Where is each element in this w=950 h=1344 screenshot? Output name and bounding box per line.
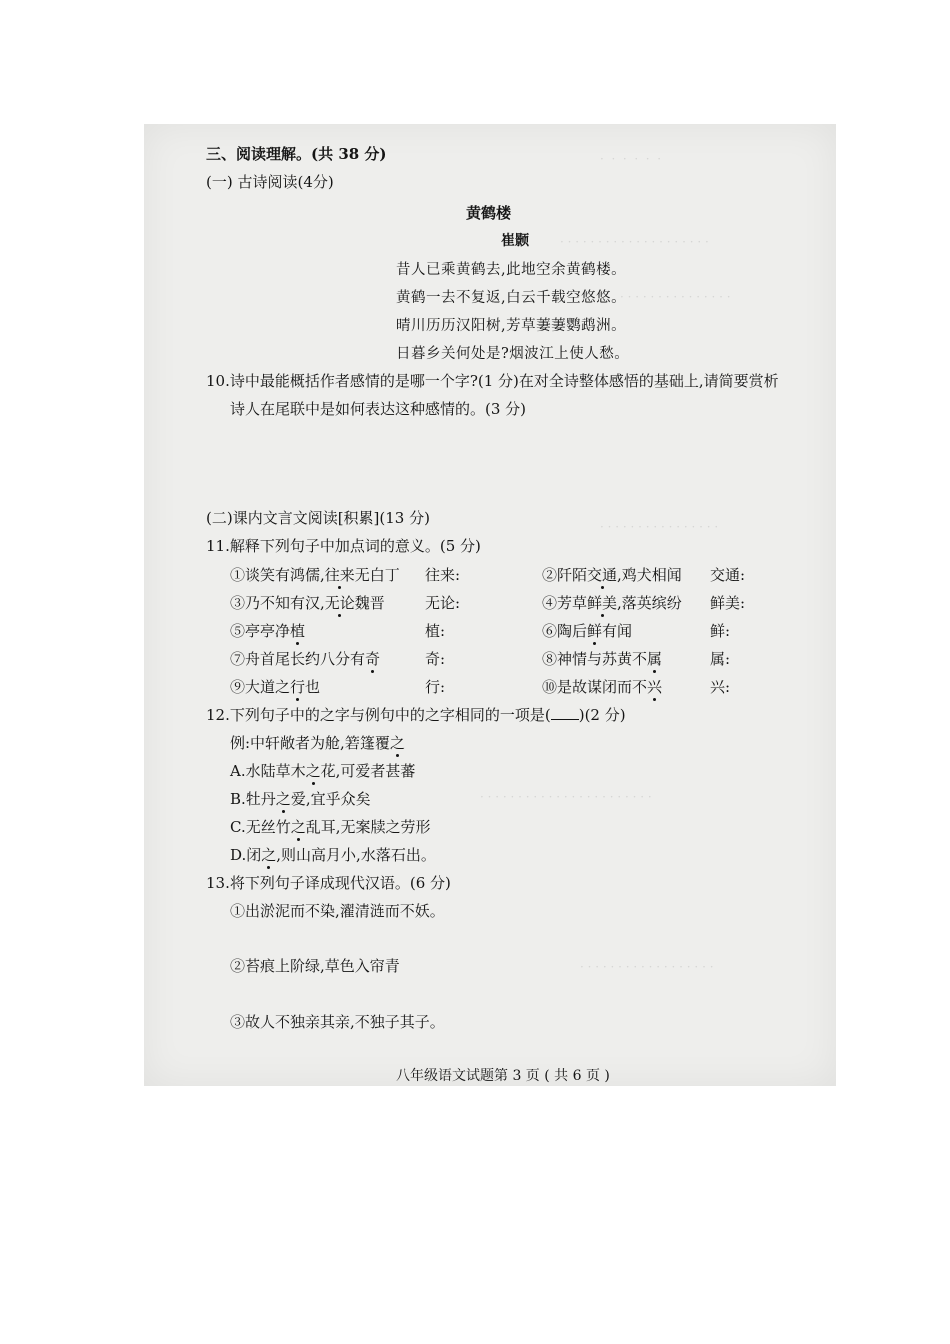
q12-option-c: C.无丝竹之乱耳,无案牍之劳形 bbox=[230, 818, 431, 836]
section-header: 三、阅读理解。(共 38 分) bbox=[206, 145, 387, 163]
page-footer: 八年级语文试题第 3 页 ( 共 6 页 ) bbox=[396, 1068, 610, 1084]
q11-answer-label: 行: bbox=[425, 678, 446, 696]
q12-option-a: A.水陆草木之花,可爱者甚蕃 bbox=[230, 762, 416, 780]
poem-author: 崔颢 bbox=[501, 233, 529, 249]
bleed-through-text: · · · · · · · · · · · · · · · bbox=[620, 290, 731, 304]
question-10-continued: 诗人在尾联中是如何表达这种感情的。(3 分) bbox=[230, 400, 527, 418]
q11-item: ⑥陶后鲜有闻 bbox=[542, 622, 633, 640]
part1-label: (一) 古诗阅读(4分) bbox=[206, 173, 334, 191]
part2-label: (二)课内文言文阅读[积累](13 分) bbox=[206, 509, 430, 527]
q11-answer-label: 鲜: bbox=[710, 622, 731, 640]
q13-sentence: ②苔痕上阶绿,草色入帘青 bbox=[230, 957, 400, 975]
q11-answer-label: 属: bbox=[710, 650, 731, 668]
question-11: 11.解释下列句子中加点词的意义。(5 分) bbox=[206, 537, 481, 555]
q11-item: ⑨大道之行也 bbox=[230, 678, 321, 696]
poem-line: 昔人已乘黄鹤去,此地空余黄鹤楼。 bbox=[396, 262, 627, 278]
q11-item: ②阡陌交通,鸡犬相闻 bbox=[542, 566, 682, 584]
q11-item: ⑩是故谋闭而不兴 bbox=[542, 678, 663, 696]
q11-item: ①谈笑有鸿儒,往来无白丁 bbox=[230, 566, 400, 584]
poem-line: 日暮乡关何处是?烟波江上使人愁。 bbox=[396, 346, 630, 362]
q11-item: ④芳草鲜美,落英缤纷 bbox=[542, 594, 682, 612]
q13-sentence: ③故人不独亲其亲,不独子其子。 bbox=[230, 1013, 445, 1031]
bleed-through-text: · · · · · · bbox=[600, 152, 662, 166]
answer-blank bbox=[551, 705, 579, 720]
poem-line: 黄鹤一去不复返,白云千载空悠悠。 bbox=[396, 290, 627, 306]
q11-answer-label: 无论: bbox=[425, 594, 461, 612]
bleed-through-text: · · · · · · · · · · · · · · · · · · · · bbox=[560, 235, 709, 249]
q11-answer-label: 奇: bbox=[425, 650, 446, 668]
question-10: 10.诗中最能概括作者感情的是哪一个字?(1 分)在对全诗整体感悟的基础上,请简要赏析 bbox=[206, 372, 779, 390]
bleed-through-text: · · · · · · · · · · · · · · · · · · · · · · · bbox=[480, 790, 652, 804]
q11-item: ⑧神情与苏黄不属 bbox=[542, 650, 663, 668]
q11-answer-label: 兴: bbox=[710, 678, 731, 696]
q12-option-d: D.闭之,则山高月小,水落石出。 bbox=[230, 846, 436, 864]
q12-example: 例:中轩敞者为舱,箬篷覆之 bbox=[230, 734, 405, 752]
question-12: 12.下列句子中的之字与例句中的之字相同的一项是( )(2 分) bbox=[206, 706, 626, 724]
bleed-through-text: · · · · · · · · · · · · · · · · bbox=[600, 520, 719, 534]
question-13: 13.将下列句子译成现代汉语。(6 分) bbox=[206, 874, 451, 892]
poem-title: 黄鹤楼 bbox=[466, 204, 512, 222]
q11-answer-label: 鲜美: bbox=[710, 594, 746, 612]
q11-answer-label: 往来: bbox=[425, 566, 461, 584]
q11-answer-label: 植: bbox=[425, 622, 446, 640]
q12-option-b: B.牡丹之爱,宜乎众矣 bbox=[230, 790, 371, 808]
poem-line: 晴川历历汉阳树,芳草萋萋鹦鹉洲。 bbox=[396, 318, 627, 334]
q11-item: ③乃不知有汉,无论魏晋 bbox=[230, 594, 385, 612]
q11-item: ⑤亭亭净植 bbox=[230, 622, 306, 640]
bleed-through-text: · · · · · · · · · · · · · · · · · · bbox=[580, 960, 714, 974]
q13-sentence: ①出淤泥而不染,濯清涟而不妖。 bbox=[230, 902, 445, 920]
q11-answer-label: 交通: bbox=[710, 566, 746, 584]
q11-item: ⑦舟首尾长约八分有奇 bbox=[230, 650, 381, 668]
